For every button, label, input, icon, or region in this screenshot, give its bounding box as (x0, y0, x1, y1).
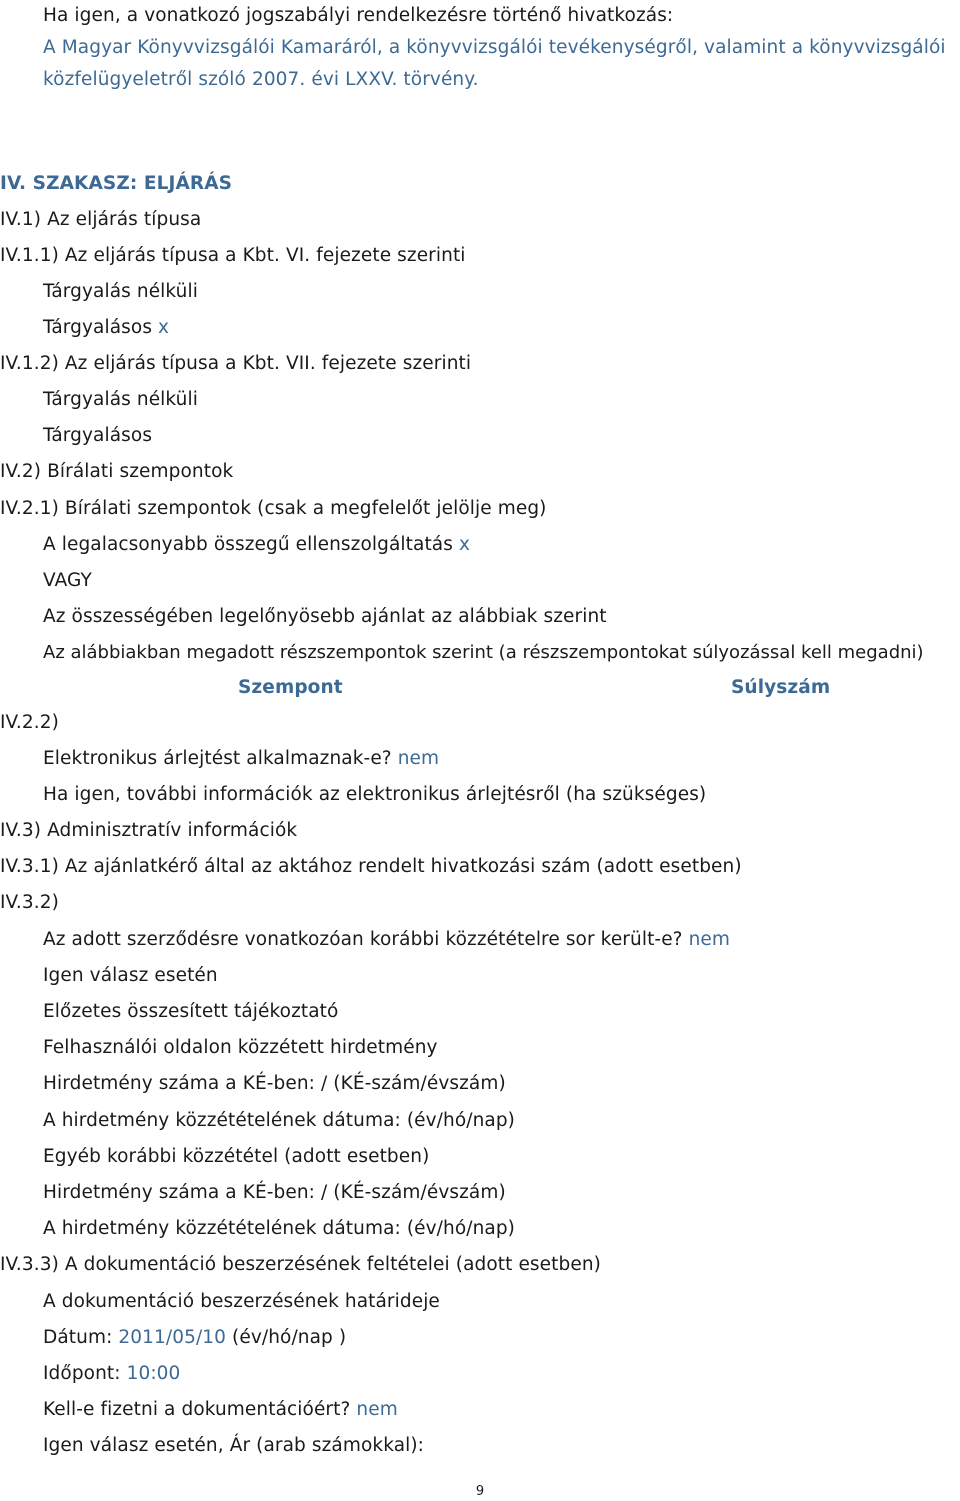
iv12-option-1: Tárgyalás nélküli (43, 389, 198, 410)
iv22-answer: nem (397, 748, 440, 769)
date-label: Dátum: (43, 1327, 113, 1348)
iv11-heading: IV.1.1) Az eljárás típusa a Kbt. VI. fejezete szerinti (0, 245, 466, 266)
time-value: 10:00 (126, 1363, 181, 1384)
page-number: 9 (475, 1484, 485, 1499)
iv22-question (43, 747, 439, 771)
date-format: (év/hó/nap ) (232, 1327, 347, 1348)
iv21-option-1 (43, 533, 470, 557)
iv32-heading: IV.3.2) (0, 892, 59, 913)
iv22-heading: IV.2.2) (0, 712, 59, 733)
iv32-line-3: Felhasználói oldalon közzétett hirdetmény (43, 1037, 438, 1058)
iv11-option-2 (43, 316, 169, 340)
iv32-line-2: Előzetes összesített tájékoztató (43, 1001, 339, 1022)
iv32-question-label: Az adott szerződésre vonatkozóan korábbi közzétételre sor került-e? (43, 929, 683, 950)
iv32-answer: nem (688, 929, 731, 950)
iv31-heading: IV.3.1) Az ajánlatkérő által az aktához rendelt hivatkozási szám (adott esetben) (0, 856, 742, 877)
time-label: Időpont: (43, 1363, 121, 1384)
iv21-heading: IV.2.1) Bírálati szempontok (csak a megfelelőt jelölje meg) (0, 498, 547, 519)
iv11-option-2-label: Tárgyalásos (43, 317, 153, 338)
iv21-option-2: Az összességében legelőnyösebb ajánlat az alábbiak szerint (43, 606, 607, 627)
fee-question: Kell-e fizetni a dokumentációért? (43, 1399, 351, 1420)
date-value: 2011/05/10 (118, 1327, 227, 1348)
iv32-line-8: A hirdetmény közzétételének dátuma: (év/hó/nap) (43, 1218, 515, 1239)
iv33-time-row (43, 1362, 180, 1386)
iv1-heading: IV.1) Az eljárás típusa (0, 209, 202, 230)
fee-answer: nem (356, 1399, 398, 1420)
iv32-line-1: Igen válasz esetén (43, 965, 218, 986)
reference-text-line-2: közfelügyeletről szóló 2007. évi LXXV. törvény. (43, 69, 479, 90)
iv12-option-2: Tárgyalásos (43, 425, 153, 446)
iv21-or: VAGY (43, 570, 92, 591)
reference-label: Ha igen, a vonatkozó jogszabályi rendelkezésre történő hivatkozás: (43, 5, 674, 26)
iv22-info: Ha igen, további információk az elektronikus árlejtésről (ha szükséges) (43, 784, 707, 805)
iv21-option-1-label: A legalacsonyabb összegű ellenszolgáltatás (43, 534, 453, 555)
iv33-heading: IV.3.3) A dokumentáció beszerzésének feltételei (adott esetben) (0, 1254, 601, 1275)
iv12-heading: IV.1.2) Az eljárás típusa a Kbt. VII. fejezete szerinti (0, 353, 472, 374)
iv11-option-1: Tárgyalás nélküli (43, 281, 198, 302)
iv33-price: Igen válasz esetén, Ár (arab számokkal): (43, 1435, 425, 1456)
iv3-heading: IV.3) Adminisztratív információk (0, 820, 298, 841)
iv11-option-2-mark: x (158, 317, 170, 338)
iv22-question-label: Elektronikus árlejtést alkalmaznak-e? (43, 748, 392, 769)
column-header-sulyszam: Súlyszám (731, 677, 831, 698)
iv32-line-5: A hirdetmény közzétételének dátuma: (év/hó/nap) (43, 1110, 515, 1131)
iv33-fee-row (43, 1398, 398, 1422)
iv21-option-3: Az alábbiakban megadott részszempontok szerint (a részszempontokat súlyozással kell megadni) (43, 642, 924, 663)
reference-text-line-1: A Magyar Könyvvizsgálói Kamaráról, a könyvvizsgálói tevékenységről, valamint a könyvvizsgálói (43, 37, 946, 58)
iv33-date-row (43, 1326, 346, 1350)
iv32-line-6: Egyéb korábbi közzététel (adott esetben) (43, 1146, 430, 1167)
section-title: IV. SZAKASZ: ELJÁRÁS (0, 173, 233, 194)
iv32-line-4: Hirdetmény száma a KÉ-ben: / (KÉ-szám/évszám) (43, 1073, 506, 1094)
iv33-deadline-label: A dokumentáció beszerzésének határideje (43, 1291, 440, 1312)
iv21-option-1-mark: x (458, 534, 471, 555)
iv32-question (43, 928, 730, 952)
column-header-szempont: Szempont (238, 677, 343, 698)
iv32-line-7: Hirdetmény száma a KÉ-ben: / (KÉ-szám/évszám) (43, 1182, 506, 1203)
iv2-heading: IV.2) Bírálati szempontok (0, 461, 234, 482)
